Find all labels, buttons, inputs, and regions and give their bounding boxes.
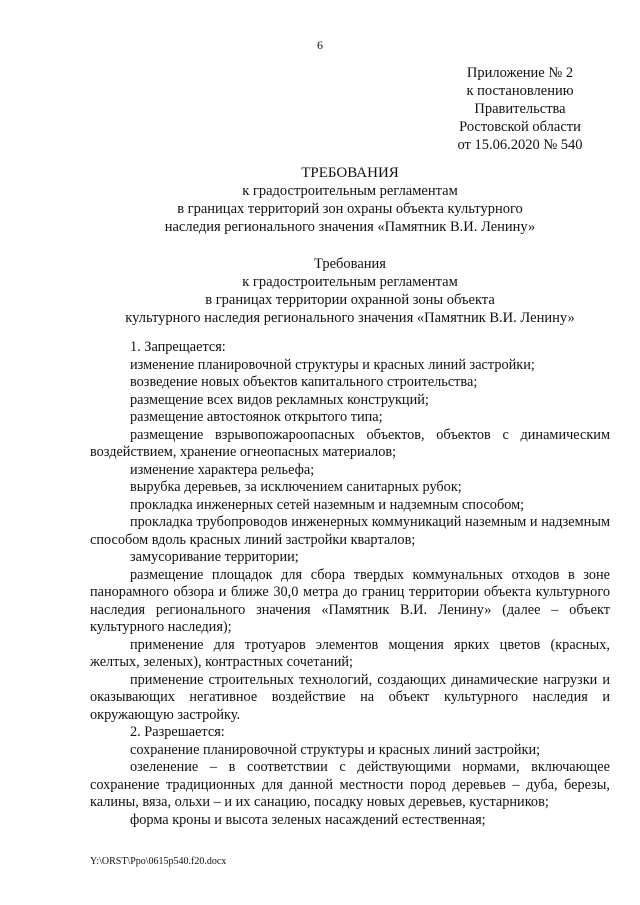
paragraph: применение строительных технологий, создающих динамические нагрузки и оказывающих негативное воздействие на объект культурного наследия и окружающую застройку. [90, 671, 610, 723]
title-line: к градостроительным регламентам [242, 183, 458, 199]
subtitle-line: к градостроительным регламентам [242, 274, 458, 290]
paragraph: изменение планировочной структуры и красных линий застройки; [130, 356, 535, 373]
paragraph: сохранение планировочной структуры и красных линий застройки; [130, 741, 541, 758]
paragraph: размещение автостоянок открытого типа; [130, 409, 383, 425]
appendix-line: от 15.06.2020 № 540 [457, 137, 583, 153]
title-line: в границах территорий зон охраны объекта культурного [177, 201, 523, 217]
paragraph: форма кроны и высота зеленых насаждений естественная; [130, 811, 486, 828]
appendix-header [440, 64, 600, 154]
appendix-line: к постановлению [466, 83, 574, 99]
paragraph: размещение всех видов рекламных конструкций; [130, 391, 429, 408]
file-path-footer: Y:\ORST\Ppo\0615p540.f20.docx [90, 856, 227, 867]
paragraph: прокладка трубопроводов инженерных коммуникаций наземным и надземным способом вдоль красных линий застройки кварталов; [90, 514, 610, 548]
paragraph: возведение новых объектов капитального строительства; [130, 374, 478, 390]
paragraph: замусоривание территории; [130, 549, 299, 565]
appendix-line: Правительства [474, 101, 566, 117]
subtitle-line: Требования [314, 256, 386, 272]
paragraph: применение для тротуаров элементов мощения ярких цветов (красных, желтых, зеленых), контрастных сочетаний; [90, 636, 610, 670]
appendix-line: Приложение № 2 [466, 65, 574, 81]
subtitle-line: культурного наследия регионального значения «Памятник В.И. Ленину» [125, 310, 575, 326]
title-main: ТРЕБОВАНИЯ [301, 165, 399, 181]
paragraph: 1. Запрещается: [130, 339, 226, 355]
paragraph: прокладка инженерных сетей наземным и надземным способом; [130, 496, 525, 513]
page-number: 6 [317, 38, 323, 52]
title-line: наследия регионального значения «Памятник В.И. Ленину» [164, 219, 536, 235]
paragraph: изменение характера рельефа; [130, 461, 315, 478]
paragraph: размещение площадок для сбора твердых коммунальных отходов в зоне панорамного обзора и ближе 30,0 метра до границ территории объекта культурного наследия регионального значения «Памятник В.И. Ленину» (далее – объект культурного наследия); [90, 566, 610, 635]
document-title [100, 164, 600, 236]
paragraph: размещение взрывопожароопасных объектов, объектов с динамическим воздействием, хранение огнеопасных материалов; [90, 426, 610, 460]
appendix-line: Ростовской области [459, 119, 581, 135]
body-text [90, 339, 610, 829]
paragraph: озеленение – в соответствии с действующими нормами, включающее сохранение традиционных для данной местности пород деревьев – дуба, березы, калины, вяза, ольхи – и их санацию, посадку новых деревьев, кустарников; [90, 759, 610, 810]
paragraph: 2. Разрешается: [130, 724, 225, 740]
section-subtitle [100, 255, 600, 327]
paragraph: вырубка деревьев, за исключением санитарных рубок; [130, 479, 462, 495]
subtitle-line: в границах территории охранной зоны объекта [205, 292, 495, 308]
